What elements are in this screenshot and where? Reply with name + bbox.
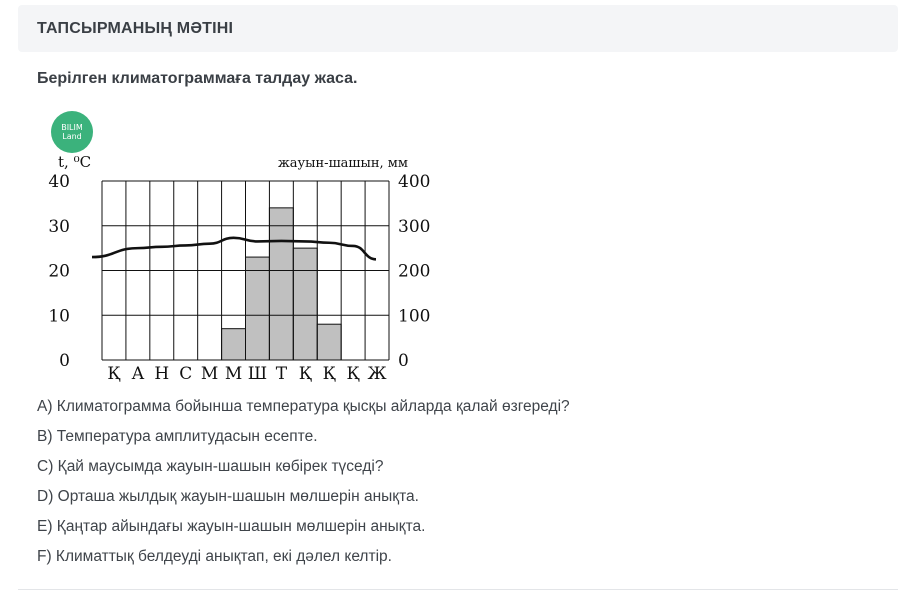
month-label: Ш bbox=[247, 364, 268, 384]
question-a: A) Климатограмма бойынша температура қысқы айларда қалай өзгереді? bbox=[37, 398, 570, 415]
right-tick-label: 0 bbox=[398, 351, 409, 371]
precipitation-bar bbox=[269, 208, 293, 360]
logo-line-2: Land bbox=[62, 132, 82, 141]
month-label: М bbox=[200, 364, 219, 384]
left-tick-label: 30 bbox=[48, 216, 70, 237]
precipitation-bar bbox=[317, 324, 341, 360]
month-label: Т bbox=[275, 364, 288, 384]
bilimland-logo bbox=[51, 111, 93, 153]
precipitation-bar bbox=[246, 257, 270, 360]
left-tick-label: 10 bbox=[48, 306, 70, 327]
month-label: Н bbox=[154, 364, 170, 384]
temperature-line bbox=[92, 238, 376, 259]
question-c: C) Қай маусымда жауын-шашын көбірек түседі? bbox=[37, 458, 384, 475]
question-f: F) Климаттық белдеуді анықтап, екі дәлел келтір. bbox=[37, 548, 392, 565]
task-text-header bbox=[18, 5, 898, 52]
right-tick-label: 400 bbox=[398, 172, 431, 192]
month-label: М bbox=[224, 364, 243, 384]
climatogram-chart bbox=[40, 150, 431, 385]
month-label: С bbox=[179, 364, 193, 384]
bottom-divider bbox=[18, 589, 898, 590]
question-e: E) Қаңтар айындағы жауын-шашын мөлшерін анықта. bbox=[37, 518, 426, 535]
right-tick-label: 100 bbox=[398, 306, 431, 327]
logo-line-1: BILIM bbox=[61, 123, 83, 132]
month-label: Қ bbox=[107, 364, 121, 384]
month-label: А bbox=[131, 364, 145, 384]
right-tick-label: 300 bbox=[398, 216, 431, 237]
left-tick-label: 0 bbox=[59, 351, 70, 371]
task-instruction: Берілген климатограммаға талдау жаса. bbox=[37, 70, 358, 87]
question-d: D) Орташа жылдық жауын-шашын мөлшерін анықта. bbox=[37, 488, 419, 505]
task-text-title: ТАПСЫРМАНЫҢ МӘТІНІ bbox=[37, 19, 234, 37]
precipitation-bar bbox=[222, 329, 246, 360]
right-tick-label: 200 bbox=[398, 261, 431, 282]
left-tick-label: 40 bbox=[48, 172, 70, 192]
left-tick-label: 20 bbox=[48, 261, 70, 282]
question-list bbox=[37, 396, 570, 576]
month-label: Қ bbox=[298, 364, 312, 384]
question-b: B) Температура амплитудасын есепте. bbox=[37, 428, 318, 445]
left-axis-label: t, ⁰C bbox=[58, 153, 92, 171]
month-label: Қ bbox=[346, 364, 360, 384]
month-label: Ж bbox=[367, 364, 387, 384]
month-label: Қ bbox=[322, 364, 336, 384]
precipitation-bar bbox=[293, 248, 317, 360]
right-axis-label: жауын-шашын, мм bbox=[277, 156, 408, 171]
